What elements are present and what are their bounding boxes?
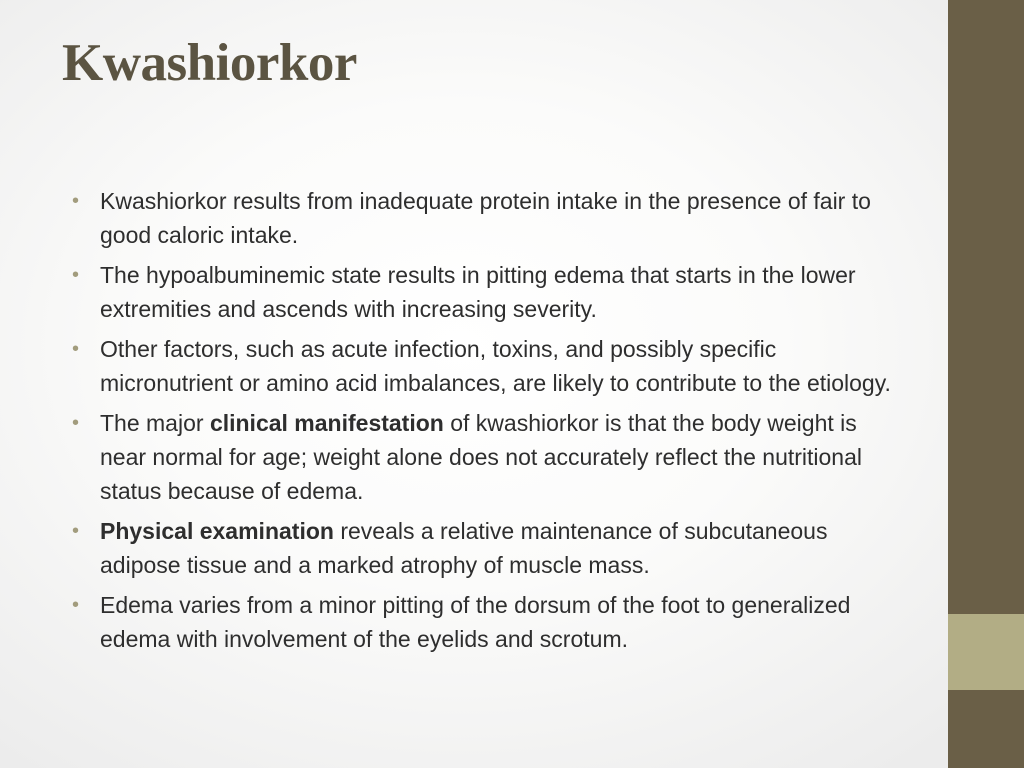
bullet-text: Edema varies from a minor pitting of the dorsum of the foot to generalized edema with involvement of the eyelids and scrotum. <box>100 592 851 652</box>
bullet-item <box>72 184 902 252</box>
bullet-bold-term: clinical manifestation <box>209 410 444 436</box>
bullet-dot-icon: • <box>72 338 80 360</box>
bullet-item <box>72 514 902 582</box>
bullet-dot-icon: • <box>72 264 80 286</box>
bullet-text: The hypoalbuminemic state results in pitting edema that starts in the lower extremities and ascends with increasing severity. <box>100 262 856 322</box>
bullet-dot-icon: • <box>72 594 80 616</box>
bullet-text-post: of kwashiorkor is that the body weight is near normal for age; weight alone does not accurately reflect the nutritional status because of edema. <box>100 410 862 504</box>
bullet-bold-term: Physical examination <box>100 518 334 544</box>
bullet-dot-icon: • <box>72 520 80 542</box>
side-accent-block <box>948 614 1024 690</box>
bullet-item <box>72 332 902 400</box>
bullet-item <box>72 588 902 656</box>
bullet-dot-icon: • <box>72 412 80 434</box>
bullet-item <box>72 258 902 326</box>
bullet-text: Other factors, such as acute infection, toxins, and possibly specific micronutrient or amino acid imbalances, are likely to contribute to the etiology. <box>100 336 891 396</box>
bullet-text-post: reveals a relative maintenance of subcutaneous adipose tissue and a marked atrophy of muscle mass. <box>100 518 828 578</box>
slide-title: Kwashiorkor <box>62 34 357 92</box>
bullet-list <box>72 184 902 662</box>
bullet-item <box>72 406 902 508</box>
bullet-text: Kwashiorkor results from inadequate protein intake in the presence of fair to good caloric intake. <box>100 188 871 248</box>
bullet-dot-icon: • <box>72 190 80 212</box>
bullet-text-pre: The major <box>100 410 210 436</box>
